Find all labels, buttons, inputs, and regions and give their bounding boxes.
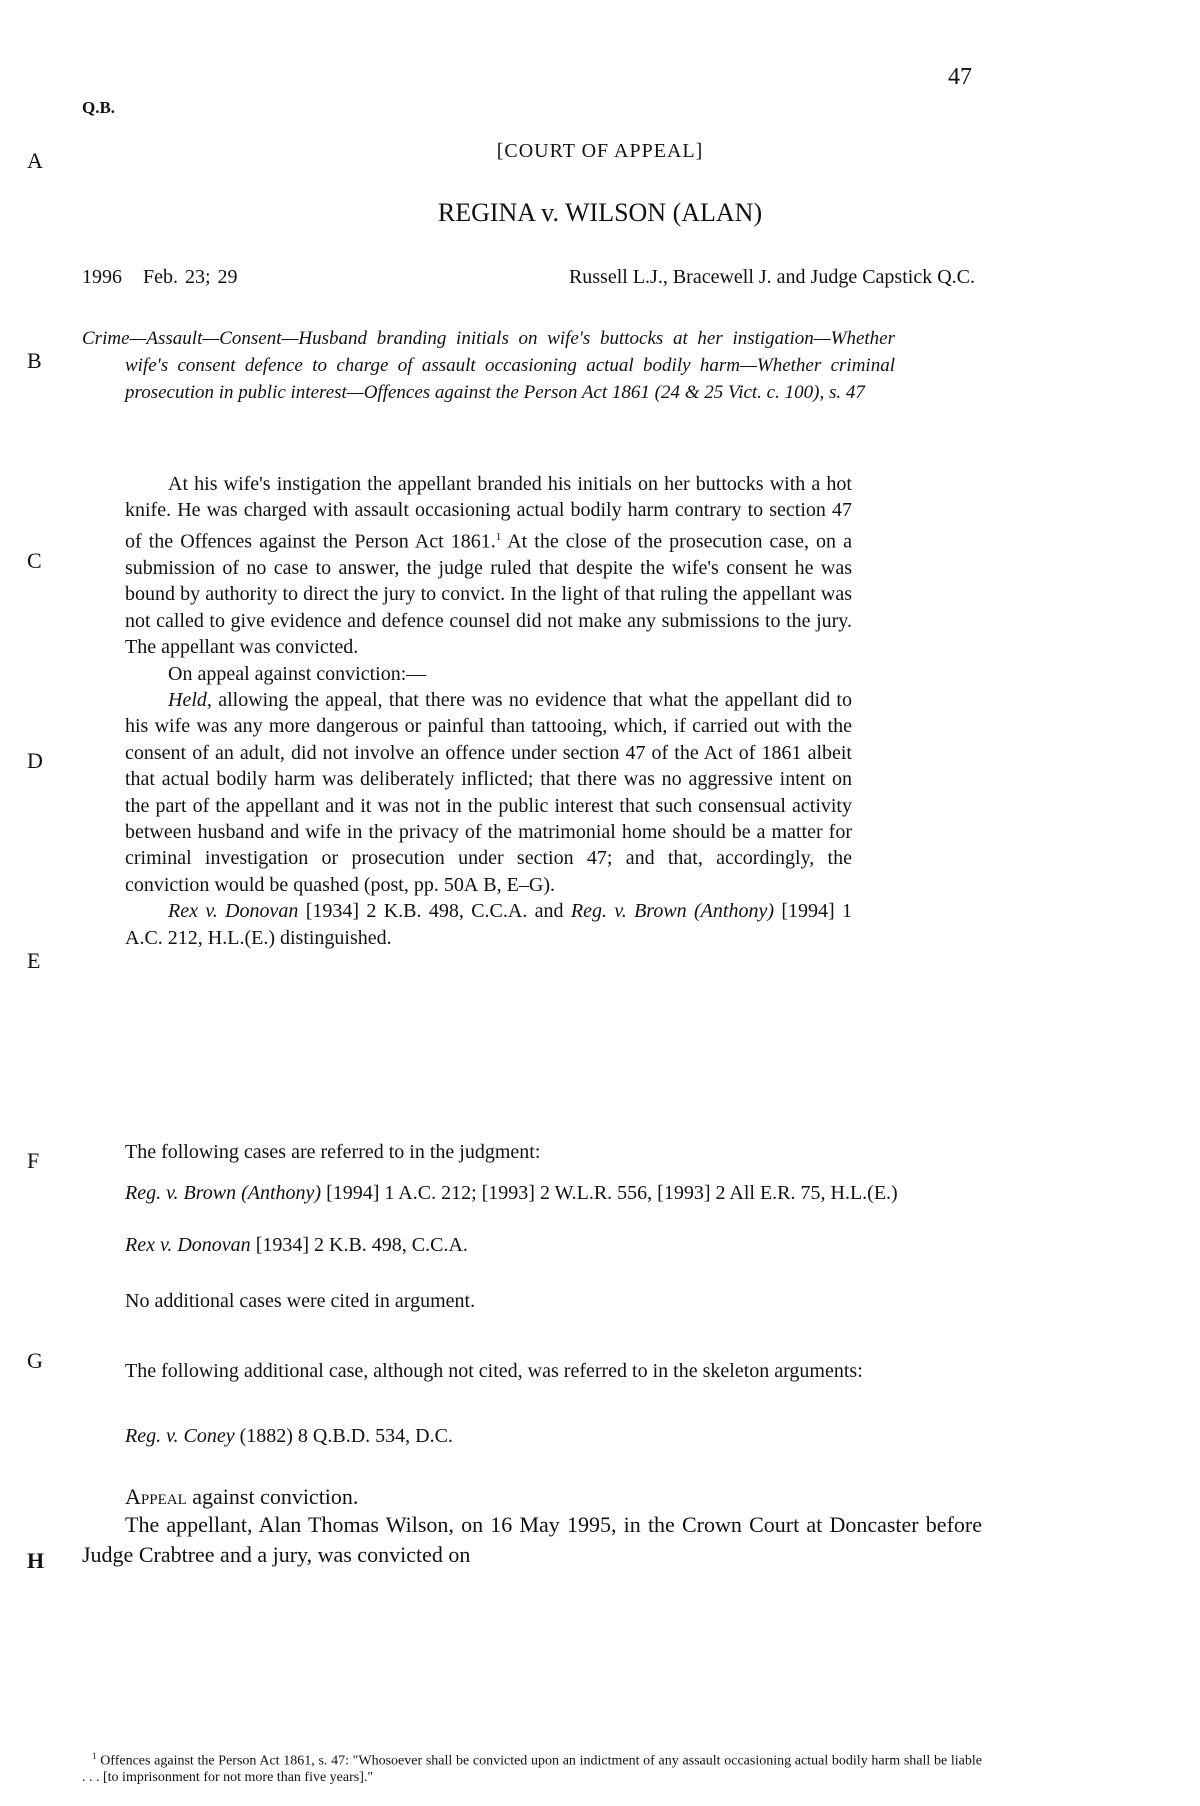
judges: Russell L.J., Bracewell J. and Judge Capstick Q.C. bbox=[568, 266, 975, 288]
margin-letter-f: F bbox=[27, 1148, 40, 1173]
margin-letter-h: H bbox=[27, 1548, 45, 1573]
case-entry: Reg. v. Brown (Anthony) [1994] 1 A.C. 212; [1993] 2 W.L.R. 556, [1993] 2 All E.R. 75, H.L.(E.) bbox=[125, 1182, 898, 1204]
case-title: REGINA v. WILSON (ALAN) bbox=[437, 198, 763, 227]
margin-letter-b: B bbox=[27, 348, 42, 373]
report-series: Q.B. bbox=[82, 98, 116, 117]
footnote-reference: 1 bbox=[495, 530, 502, 543]
appeal-heading: Appeal against conviction. bbox=[125, 1484, 359, 1509]
judgment-opening-text: The appellant, Alan Thomas Wilson, on 16 May 1995, in the Crown Court at Doncaster before Judge Crabtree and a jury, was convicted on bbox=[82, 1512, 982, 1567]
headnote-distinguished: Rex v. Donovan [1934] 2 K.B. 498, C.C.A. and Reg. v. Brown (Anthony) [1994] 1 A.C. 212, H.L.(E.) distinguished. bbox=[125, 900, 852, 949]
hearing-year: 1996 bbox=[82, 266, 122, 288]
additional-case-entry: Reg. v. Coney (1882) 8 Q.B.D. 534, D.C. bbox=[125, 1425, 453, 1447]
additional-cases-heading: The following additional case, although not cited, was referred to in the skeleton arguments: bbox=[125, 1360, 863, 1382]
margin-letter-a: A bbox=[27, 148, 43, 173]
margin-letter-e: E bbox=[27, 948, 41, 973]
hearing-dates bbox=[82, 266, 238, 289]
headnote-catchwords: Crime—Assault—Consent—Husband branding initials on wife's buttocks at her instigation—Whether wife's consent defence to charge of assault occasioning actual bodily harm—Whether criminal prosecution in public interest—Offences against the Person Act 1861 (24 & 25 Vict. c. 100), s. 47 bbox=[82, 328, 895, 403]
footnote: $^1$ Offences against the Person Act 1861, s. 47: "Whosoever shall be convicted upon an indictment of any assault occasioning actual bodily harm shall be liable . . . [to imprisonment for not more than five years]." bbox=[82, 1751, 982, 1785]
headnote-body bbox=[125, 471, 852, 951]
margin-letter-c: C bbox=[27, 548, 42, 573]
held-label: Held, bbox=[168, 688, 212, 711]
margin-letter-g: G bbox=[27, 1348, 43, 1373]
headnote-facts: At his wife's instigation the appellant branded his initials on her buttocks with a hot knife. He was charged with assault occasioning actual bodily harm contrary to section 47 of the Offences against the Person Act 1861.$^1$ At the close of the prosecution case, on a submission of no case to answer, the judge ruled that despite the wife's consent he was bound by authority to direct the jury to convict. In the light of that ruling the appellant was not called to give evidence and defence counsel did not make any submissions to the jury. The appellant was convicted. bbox=[125, 473, 852, 659]
headnote-held: Held, allowing the appeal, that there was no evidence that what the appellant did to his wife was any more dangerous or painful than tattooing, which, if carried out with the consent of an adult, did not involve an offence under section 47 of the Act of 1861 albeit that actual bodily harm was deliberately inflicted; that there was no aggressive intent on the part of the appellant and it was not in the public interest that such consensual activity between husband and wife in the privacy of the matrimonial home should be a matter for criminal investigation or prosecution under section 47; and that, accordingly, the conviction would be quashed (post, pp. 50A B, E–G). bbox=[125, 688, 852, 896]
margin-letter-d: D bbox=[27, 748, 43, 773]
court-name: [COURT OF APPEAL] bbox=[496, 140, 704, 162]
footnote-marker: 1 bbox=[92, 1751, 97, 1761]
hearing-days: Feb. 23; 29 bbox=[143, 266, 238, 288]
headnote-on-appeal: On appeal against conviction:— bbox=[168, 662, 427, 685]
case-entry: Rex v. Donovan [1934] 2 K.B. 498, C.C.A. bbox=[125, 1234, 468, 1256]
page-number: 47 bbox=[948, 64, 972, 90]
cases-referred-heading: The following cases are referred to in the judgment: bbox=[125, 1141, 541, 1163]
no-additional-cases: No additional cases were cited in argument. bbox=[125, 1290, 476, 1312]
